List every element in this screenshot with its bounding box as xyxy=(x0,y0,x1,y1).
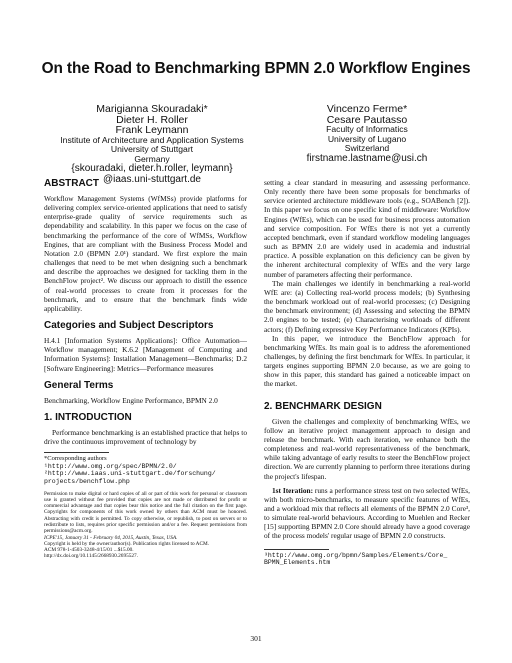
general-terms-heading: General Terms xyxy=(44,379,114,391)
body-paragraph: The main challenges we identify in benchmarking a real-world WfE are: (a) Collecting real-world process models; (b) Synthesing the benchmark workload out of real-world processes; (c) Designing the benchmark environment; (d) Assessing and selecting the BPMN 2.0 engines to be tested; (e) Characterising workloads of different actors; (f) Defining expressive Key Performance Indicators (KPIs). xyxy=(264,278,470,334)
author-affiliation: Switzerland xyxy=(344,143,390,154)
copyright-notice: Copyright is held by the owner/author(s). Publication rights licensed to ACM. xyxy=(44,540,210,547)
footnote-rule xyxy=(44,452,109,453)
author-block-right xyxy=(282,104,452,164)
footnote-rule xyxy=(264,549,329,550)
author-email: @iaas.uni-stuttgart.de xyxy=(103,173,201,185)
author-affiliation: Faculty of Informatics xyxy=(326,124,408,134)
footnote-link[interactable]: ¹http://www.omg.org/spec/BPMN/2.0/ xyxy=(44,462,177,470)
footnote-corresponding: *Corresponding authors xyxy=(44,455,107,463)
iteration-text: runs a performance stress test on two selected WfEs, with both micro-benchmarks, to measure specific features of WfEs, and a workload mix that reflects all elements of the BPMN 2.0 Core³, to simulate real-world behaviours. According to Muehlen and Recker [15] supporting BPMN 2.0 Core should already have a good coverage of the process models' regular usage of BPMN 2.0 constructs. xyxy=(264,485,470,541)
benchmark-design-text: Given the challenges and complexity of benchmarking WfEs, we follow an iterative project management approach to design and release the benchmark. With each iteration, we enhance both the completeness and real-world representativeness of the benchmark, while taking advantage of early results to steer the BenchFlow project direction. We are currently planning to perform three iterations during the project's lifespan. xyxy=(264,416,470,481)
author-name: Cesare Pautasso xyxy=(326,113,408,126)
left-column xyxy=(44,178,247,560)
author-email: firstname.lastname@usi.ch xyxy=(306,152,428,164)
abstract-heading: ABSTRACT xyxy=(44,178,99,189)
author-name: Marigianna Skouradaki* xyxy=(96,103,208,115)
isbn: ACM 978-1-4503-3248-4/15/01 ...$15.00. xyxy=(44,547,134,554)
body-paragraph: setting a clear standard in measuring and assessing performance. Only recently there have been some proposals for benchmarks of service oriented architecture middleware tools (e.g., SOABench [2]). In this paper we focus on one specific kind of middleware: Workflow Engines (WfEs), which can be used for business process automation and service composition. For WfEs there is not yet a currently accepted benchmark, even if standard workflow modeling languages such as BPMN 2.0 are widely used in academia and industrial practice. A possible explanation on this deficiency can be given by the inherent architectural complexity of WfEs and the very large number of parameters affecting their performance. xyxy=(264,178,470,279)
author-name: Vincenzo Ferme* xyxy=(326,103,408,115)
benchmark-design-heading: 2. BENCHMARK DESIGN xyxy=(264,400,382,412)
iteration-label: 1st Iteration: xyxy=(272,485,314,495)
author-name: Dieter H. Roller xyxy=(116,113,188,126)
permission-notice: Permission to make digital or hard copies of all or part of this work for personal or classroom use is granted without fee provided that copies are not made or distributed for profit or commercial advantage and that copies bear this notice and the full citation on the first page. Copyrights for components of this work owned by others than ACM must be honored. Abstracting with credit is permitted. To copy otherwise, or republish, to post on servers or to redistribute to lists, requires prior specific permission and/or a fee. Request permissions from permissions@acm.org. xyxy=(44,490,247,535)
author-email: {skouradaki, dieter.h.roller, leymann} xyxy=(71,163,233,175)
footnote-link[interactable]: ³http://www.omg.org/bpmn/Samples/Elements/Core_ BPMN_Elements.htm xyxy=(264,551,448,567)
author-affiliation: University of Stuttgart xyxy=(110,144,194,155)
body-paragraph: In this paper, we introduce the BenchFlow approach for benchmarking WfEs. Its main goal is to address the aforementioned challenges, by defining the first benchmark for WfEs. In particular, it targets engines supporting BPMN 2.0 because, as we are going to show in this paper, this standard has gained a noticeable impact on the market. xyxy=(264,333,470,389)
author-affiliation: Germany xyxy=(134,153,170,164)
author-affiliation: Institute of Architecture and Application Systems xyxy=(60,134,244,145)
right-column xyxy=(264,178,470,567)
author-block-left xyxy=(42,104,262,185)
iteration-paragraph xyxy=(264,486,470,541)
author-name: Frank Leymann xyxy=(115,124,189,136)
categories-heading: Categories and Subject Descriptors xyxy=(44,320,214,332)
conference-info: ICPE'15, January 31 - February 04, 2015, Austin, Texas, USA. xyxy=(44,534,178,541)
doi-link[interactable]: http://dx.doi.org/10.1145/2668930.2695527. xyxy=(44,553,139,560)
page-number: 301 xyxy=(250,634,262,643)
categories-text: H.4.1 [Information Systems Applications]: Office Automation—Workflow management; K.6.2 [Management of Computing and Information Systems]: Installation Management—Benchmarks; D.2 [Software Engineering]: Metrics—Performance measures xyxy=(44,336,247,373)
introduction-text: Performance benchmarking is an established practice that helps to drive the continuous improvement of technology by xyxy=(44,427,247,446)
paper-title: On the Road to Benchmarking BPMN 2.0 Workflow Engines xyxy=(41,60,471,77)
general-terms-text: Benchmarking, Workflow Engine Performance, BPMN 2.0 xyxy=(44,395,218,405)
footnote-link[interactable]: ²http://www.iaas.uni-stuttgart.de/forschung/ projects/benchflow.php xyxy=(44,470,216,485)
author-affiliation: University of Lugano xyxy=(327,133,407,144)
introduction-heading: 1. INTRODUCTION xyxy=(44,411,132,423)
abstract-text: Workflow Management Systems (WfMSs) provide platforms for delivering complex service-oriented applications that need to satisfy enterprise-grade quality of service requirements such as dependability and scalability. In this paper we focus on the case of benchmarking the performance of the core of WfMSs, Workflow Engines, that are compliant with the Business Process Model and Notation 2.0 (BPMN 2.0¹) standard. We first explore the main challenges that need to be met when designing such a benchmark and describe the approaches we designed for tackling them in the BenchFlow project². We discuss our approach to distill the essence of real-world processes to create from it processes for the benchmark, and to ensure that the benchmark finds wide applicability. xyxy=(44,194,247,313)
